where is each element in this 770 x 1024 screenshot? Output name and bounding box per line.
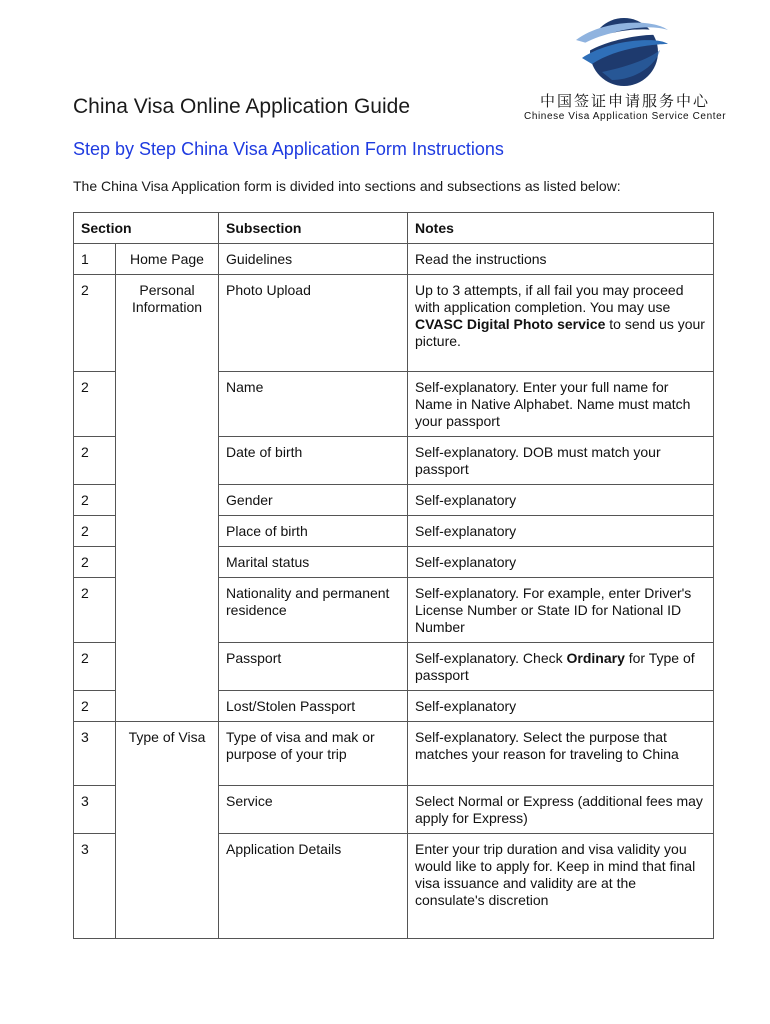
row-notes: [408, 643, 714, 691]
page-title: China Visa Online Application Guide: [73, 95, 410, 118]
row-section-name: Type of Visa: [116, 722, 219, 939]
notes-bold-text: Ordinary: [566, 650, 625, 666]
notes-text: Self-explanatory. Check: [415, 650, 567, 666]
row-subsection: Name: [219, 372, 408, 437]
row-subsection: Lost/Stolen Passport: [219, 691, 408, 722]
row-notes: Self-explanatory: [408, 485, 714, 516]
row-section-number: 2: [74, 643, 116, 691]
row-subsection: Type of visa and mak or purpose of your trip: [219, 722, 408, 786]
row-section-name: Home Page: [116, 244, 219, 275]
logo-chinese-name: 中国签证申请服务中心: [539, 92, 710, 110]
row-section-number: 2: [74, 485, 116, 516]
row-notes: Enter your trip duration and visa validity you would like to apply for. Keep in mind that final visa issuance and validity are at the consulate's discretion: [408, 834, 714, 939]
row-subsection: Passport: [219, 643, 408, 691]
table-row: [74, 275, 714, 372]
row-subsection: Service: [219, 786, 408, 834]
row-notes: Self-explanatory. DOB must match your passport: [408, 437, 714, 485]
row-section-number: 3: [74, 834, 116, 939]
logo-english-name: Chinese Visa Application Service Center: [524, 111, 727, 122]
row-subsection: Guidelines: [219, 244, 408, 275]
row-notes: Self-explanatory: [408, 516, 714, 547]
row-section-number: 1: [74, 244, 116, 275]
header-subsection: Subsection: [219, 213, 408, 244]
row-section-number: 2: [74, 578, 116, 643]
sections-table: [73, 212, 714, 939]
header-section: Section: [74, 213, 219, 244]
row-notes: Select Normal or Express (additional fees may apply for Express): [408, 786, 714, 834]
row-section-number: 2: [74, 437, 116, 485]
table-header-row: [74, 213, 714, 244]
row-section-number: 2: [74, 275, 116, 372]
globe-swoosh-icon: [572, 14, 672, 88]
row-subsection: Date of birth: [219, 437, 408, 485]
notes-text: for Type of passport: [415, 650, 695, 683]
row-notes: Read the instructions: [408, 244, 714, 275]
notes-bold-text: CVASC Digital Photo service: [415, 316, 606, 332]
row-section-number: 2: [74, 372, 116, 437]
row-subsection: Nationality and permanent residence: [219, 578, 408, 643]
row-subsection: Place of birth: [219, 516, 408, 547]
intro-text: The China Visa Application form is divided into sections and subsections as listed below:: [73, 178, 621, 194]
page-subtitle: Step by Step China Visa Application Form Instructions: [73, 139, 504, 159]
cvasc-logo: [520, 14, 727, 126]
table-row: [74, 722, 714, 786]
row-notes: Self-explanatory: [408, 691, 714, 722]
row-notes: [408, 275, 714, 372]
header-notes: Notes: [408, 213, 714, 244]
row-section-number: 3: [74, 722, 116, 786]
row-section-number: 2: [74, 547, 116, 578]
row-notes: Self-explanatory. Select the purpose that matches your reason for traveling to China: [408, 722, 714, 786]
row-subsection: Photo Upload: [219, 275, 408, 372]
row-subsection: Application Details: [219, 834, 408, 939]
row-subsection: Gender: [219, 485, 408, 516]
row-notes: Self-explanatory. Enter your full name for Name in Native Alphabet. Name must match your passport: [408, 372, 714, 437]
row-section-number: 2: [74, 691, 116, 722]
row-notes: Self-explanatory. For example, enter Driver's License Number or State ID for National ID Number: [408, 578, 714, 643]
notes-text: to send us your picture.: [415, 316, 705, 349]
table-row: [74, 244, 714, 275]
row-notes: Self-explanatory: [408, 547, 714, 578]
row-section-number: 3: [74, 786, 116, 834]
row-subsection: Marital status: [219, 547, 408, 578]
row-section-number: 2: [74, 516, 116, 547]
notes-text: Up to 3 attempts, if all fail you may proceed with application completion. You may use: [415, 282, 684, 315]
row-section-name: Personal Information: [116, 275, 219, 722]
